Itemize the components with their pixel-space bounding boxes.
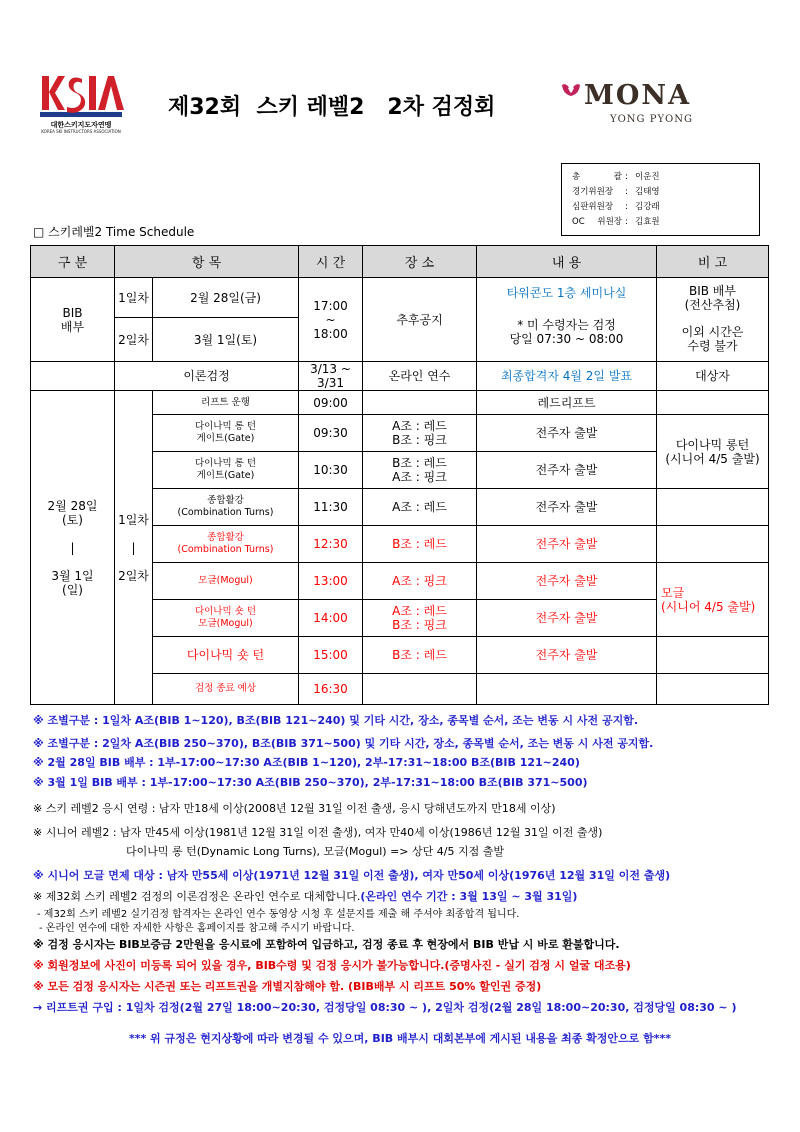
row-time: 09:00 bbox=[299, 391, 363, 415]
table-row bbox=[31, 391, 769, 415]
row-place: A조 : 레드 B조 : 핑크 bbox=[363, 415, 477, 452]
row-content: 전주자 출발 bbox=[477, 563, 657, 600]
header-category: 구 분 bbox=[31, 246, 115, 278]
mona-subtitle: YONG PYONG bbox=[610, 114, 693, 125]
bib-category: BIB 배부 bbox=[31, 278, 115, 362]
row-time: 10:30 bbox=[299, 452, 363, 489]
note-line: ※ 2월 28일 BIB 배부 : 1부-17:00~17:30 A조(BIB 1~120), 2부-17:31~18:00 B조(BIB 121~240) bbox=[33, 756, 580, 769]
row-place: B조 : 레드 bbox=[363, 526, 477, 563]
row-item: 다이나믹 롱 턴 게이트(Gate) bbox=[153, 415, 299, 452]
exam-days: 1일차 | 2일차 bbox=[115, 391, 153, 705]
theory-note: 대상자 bbox=[657, 362, 769, 391]
table-header-row bbox=[31, 246, 769, 278]
staff-name: 김강래 bbox=[635, 202, 660, 212]
note-line: ※ 조별구분 : 1일차 A조(BIB 1~120), B조(BIB 121~240) 및 기타 시간, 장소, 종목별 순서, 조는 변동 시 사전 공지함. bbox=[33, 714, 639, 727]
header-item: 항 목 bbox=[115, 246, 299, 278]
row-time: 09:30 bbox=[299, 415, 363, 452]
page-title: 제32회 스키 레벨2 2차 검정회 bbox=[168, 95, 496, 120]
row-content: 전주자 출발 bbox=[477, 600, 657, 637]
note-line: ※ 조별구분 : 2일차 A조(BIB 250~370), B조(BIB 371~500) 및 기타 시간, 장소, 종목별 순서, 조는 변동 시 사전 공지함. bbox=[33, 737, 654, 750]
row-place: A조 : 레드 bbox=[363, 489, 477, 526]
note-line: ※ 3월 1일 BIB 배부 : 1부-17:00~17:30 A조(BIB 250~370), 2부-17:31~18:00 B조(BIB 371~500) bbox=[33, 776, 588, 789]
note-line: - 온라인 연수에 대한 자세한 사항은 홈페이지를 참고해 주시기 바랍니다. bbox=[39, 923, 355, 934]
note-line: 다이나믹 롱 턴(Dynamic Long Turns), 모글(Mogul) => 상단 4/5 지점 출발 bbox=[126, 845, 504, 858]
staff-role: OC 위원장 bbox=[572, 217, 622, 227]
theory-time: 3/13 ~ 3/31 bbox=[299, 362, 363, 391]
row-item: 검정 종료 예상 bbox=[153, 674, 299, 705]
header-time: 시 간 bbox=[299, 246, 363, 278]
row-time: 11:30 bbox=[299, 489, 363, 526]
row-item: 다이나믹 숏 턴 bbox=[153, 637, 299, 674]
note-long-turn: 다이나믹 롱턴 (시니어 4/5 출발) bbox=[657, 415, 769, 489]
bib-place: 추후공지 bbox=[363, 278, 477, 362]
row-content: 전주자 출발 bbox=[477, 489, 657, 526]
staff-row: 총 괄 : 이운진 bbox=[572, 170, 759, 185]
note-line: ※ 제32회 스키 레벨2 검정의 이론검정은 온라인 연수로 대체합니다.(온라인 연수 기간 : 3월 13일 ~ 3월 31일) bbox=[33, 890, 578, 903]
note-line: ※ 스키 레벨2 응시 연령 : 남자 만18세 이상(2008년 12월 31일 이전 출생, 응시 당해년도까지 만18세 이상) bbox=[33, 802, 556, 815]
row-time: 12:30 bbox=[299, 526, 363, 563]
row-time: 13:00 bbox=[299, 563, 363, 600]
note-line: - 제32회 스키 레벨2 실기검정 합격자는 온라인 연수 동영상 시청 후 설문지를 제출 해 주셔야 최종합격 됩니다. bbox=[37, 909, 520, 920]
row-item: 다이나믹 숏 턴 모글(Mogul) bbox=[153, 600, 299, 637]
note-mogul: 모글 (시니어 4/5 출발) bbox=[657, 563, 769, 637]
row-content bbox=[477, 674, 657, 705]
row-time: 16:30 bbox=[299, 674, 363, 705]
bib-time: 17:00 ~ 18:00 bbox=[299, 278, 363, 362]
theory-place: 온라인 연수 bbox=[363, 362, 477, 391]
row-item: 모글(Mogul) bbox=[153, 563, 299, 600]
row-place: B조 : 레드 A조 : 핑크 bbox=[363, 452, 477, 489]
schedule-table bbox=[30, 245, 769, 705]
bib-day2-date: 3월 1일(토) bbox=[153, 318, 299, 362]
ksia-name: 대한스키지도자연맹 bbox=[50, 121, 112, 129]
row-content: 레드리프트 bbox=[477, 391, 657, 415]
row-content: 전주자 출발 bbox=[477, 415, 657, 452]
bib-note-2: 이외 시간은 수령 불가 bbox=[657, 318, 769, 362]
mona-wordmark: MONA bbox=[584, 80, 692, 111]
row-content: 전주자 출발 bbox=[477, 452, 657, 489]
footer-note: *** 위 규정은 현지상황에 따라 변경될 수 있으며, BIB 배부시 대회본부에 게시된 내용을 최종 확정안으로 함*** bbox=[128, 1032, 672, 1045]
row-place: B조 : 레드 bbox=[363, 637, 477, 674]
header-place: 장 소 bbox=[363, 246, 477, 278]
ksia-name-en: KOREA SKI INSTRUCTORS ASSOCIATION bbox=[41, 129, 121, 134]
note-line: ※ 모든 검정 응시자는 시즌권 또는 리프트권을 개별지참해야 함. (BIB배부 시 리프트 50% 할인권 증정) bbox=[33, 980, 542, 993]
row-item: 종합활강 (Combination Turns) bbox=[153, 489, 299, 526]
staff-row: 심판위원장 : 김강래 bbox=[572, 200, 759, 215]
row-place bbox=[363, 674, 477, 705]
row-place: A조 : 레드 B조 : 핑크 bbox=[363, 600, 477, 637]
flower-icon bbox=[560, 82, 582, 100]
section-heading: □ 스키레벨2 Time Schedule bbox=[33, 225, 195, 239]
note-line: ※ 검정 응시자는 BIB보증금 2만원을 응시료에 포함하여 입금하고, 검정 종료 후 현장에서 BIB 반납 시 바로 환불합니다. bbox=[33, 938, 620, 951]
note-line: ※ 시니어 레벨2 : 남자 만45세 이상(1981년 12월 31일 이전 출생), 여자 만40세 이상(1986년 12월 31일 이전 출생) bbox=[33, 826, 603, 839]
exam-category: 2월 28일 (토) | 3월 1일 (일) bbox=[31, 391, 115, 705]
staff-name: 이운진 bbox=[635, 172, 660, 182]
bib-day2: 2일차 bbox=[115, 318, 153, 362]
staff-role: 경기위원장 bbox=[572, 187, 614, 197]
staff-box bbox=[561, 163, 760, 236]
header-content: 내 용 bbox=[477, 246, 657, 278]
table-row bbox=[31, 278, 769, 318]
row-time: 15:00 bbox=[299, 637, 363, 674]
bib-content-1: 타워콘도 1층 세미나실 bbox=[477, 278, 657, 318]
staff-row: 경기위원장 : 김태영 bbox=[572, 185, 759, 200]
staff-name: 김태영 bbox=[635, 187, 660, 197]
note-line: → 리프트권 구입 : 1일차 검정(2월 27일 18:00~20:30, 검정당일 08:30 ~ ), 2일차 검정(2월 28일 18:00~20:30, 검정당일 08:30 ~ ) bbox=[33, 1001, 737, 1014]
header-note: 비 고 bbox=[657, 246, 769, 278]
staff-role: 심판위원장 bbox=[572, 202, 614, 212]
ksia-logo bbox=[38, 74, 124, 132]
row-place: A조 : 핑크 bbox=[363, 563, 477, 600]
mona-logo bbox=[560, 78, 720, 134]
row-content: 전주자 출발 bbox=[477, 637, 657, 674]
row-time: 14:00 bbox=[299, 600, 363, 637]
staff-row: OC 위원장 : 김효원 bbox=[572, 215, 759, 230]
note-line: ※ 시니어 모글 면제 대상 : 남자 만55세 이상(1971년 12월 31일 이전 출생), 여자 만50세 이상(1976년 12월 31일 이전 출생) bbox=[33, 869, 671, 882]
row-item: 다이나믹 롱 턴 게이트(Gate) bbox=[153, 452, 299, 489]
row-item: 리프트 운행 bbox=[153, 391, 299, 415]
bib-day1: 1일차 bbox=[115, 278, 153, 318]
row-place bbox=[363, 391, 477, 415]
theory-content: 최종합격자 4월 2일 발표 bbox=[477, 362, 657, 391]
row-content: 전주자 출발 bbox=[477, 526, 657, 563]
table-row bbox=[31, 362, 769, 391]
theory-item: 이론검정 bbox=[115, 362, 299, 391]
staff-role: 총 괄 bbox=[572, 172, 622, 182]
staff-name: 김효원 bbox=[635, 217, 660, 227]
bib-day1-date: 2월 28일(금) bbox=[153, 278, 299, 318]
row-item: 종합활강 (Combination Turns) bbox=[153, 526, 299, 563]
note-line: ※ 회원정보에 사진이 미등록 되어 있을 경우, BIB수령 및 검정 응시가 불가능합니다.(증명사진 - 실기 검정 시 얼굴 대조용) bbox=[33, 959, 631, 972]
bib-note-1: BIB 배부 (전산추첨) bbox=[657, 278, 769, 318]
ksia-logo-mark bbox=[38, 74, 124, 120]
bib-content-2: * 미 수령자는 검정 당일 07:30 ~ 08:00 bbox=[477, 318, 657, 362]
